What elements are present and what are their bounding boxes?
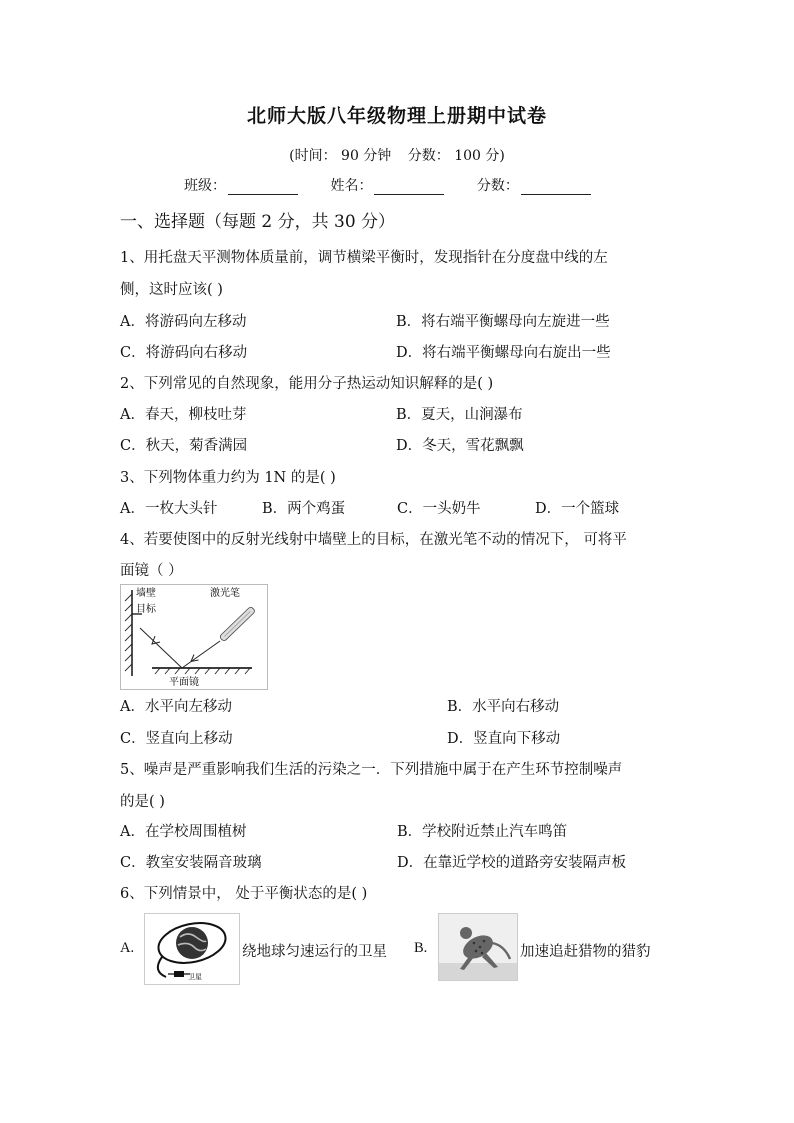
question-5-stem-line-1: 5、噪声是严重影响我们生活的污染之一．下列措施中属于在产生环节控制噪声 [120, 762, 623, 778]
mirror-label: 平面镜 [169, 677, 199, 688]
q6-option-b-letter[interactable]: B. [414, 940, 428, 956]
ground [439, 963, 517, 980]
q3-option-a[interactable]: A．一枚大头针 [120, 501, 218, 517]
question-6-stem: 6、下列情景中， 处于平衡状态的是( ) [120, 886, 368, 902]
satellite-label: 卫星 [188, 973, 202, 981]
q1-option-d[interactable]: D．将右端平衡螺母向右旋出一些 [396, 345, 611, 361]
class-blank[interactable] [228, 180, 298, 195]
q2-option-c[interactable]: C．秋天，菊香满园 [120, 438, 248, 454]
laser-pen-icon [219, 606, 256, 642]
q4-option-d[interactable]: D．竖直向下移动 [447, 731, 561, 747]
exam-title: 北师大版八年级物理上册期中试卷 [246, 105, 547, 127]
question-1-stem-line-1: 1、用托盘天平测物体质量前，调节横梁平衡时，发现指针在分度盘中线的左 [120, 250, 608, 266]
q3-option-c[interactable]: C．一头奶牛 [397, 501, 481, 517]
class-field[interactable]: 班级： [184, 175, 298, 195]
mirror-hatch [155, 668, 250, 674]
reflected-arrow [152, 636, 160, 644]
q4-option-b[interactable]: B．水平向右移动 [447, 699, 560, 715]
mirror-reflection-figure [120, 584, 268, 690]
name-blank[interactable] [374, 180, 444, 195]
question-1-stem-line-2: 侧，这时应该( ) [120, 282, 223, 298]
section-heading: 一、选择题（每题 2 分，共 30 分） [120, 212, 396, 232]
q2-option-a[interactable]: A．春天，柳枝吐芽 [120, 407, 247, 423]
incident-ray [182, 641, 220, 668]
laser-label: 激光笔 [210, 588, 240, 599]
exam-total-score: 分数： 100 分) [407, 148, 505, 164]
cheetah-image[interactable] [438, 913, 518, 981]
question-3-stem: 3、下列物体重力约为 1N 的是( ) [120, 470, 336, 486]
score-field[interactable]: 分数： [477, 175, 591, 195]
q5-option-a[interactable]: A．在学校周围植树 [120, 824, 247, 840]
q1-option-c[interactable]: C．将游码向右移动 [120, 345, 248, 361]
target-label: 目标 [136, 604, 156, 615]
q6-option-a-text[interactable]: 绕地球匀速运行的卫星 [242, 944, 387, 960]
q6-option-a-letter[interactable]: A. [120, 940, 135, 956]
score-blank[interactable] [521, 180, 591, 195]
name-field[interactable]: 姓名： [330, 175, 444, 195]
q5-option-d[interactable]: D．在靠近学校的道路旁安装隔声板 [397, 855, 627, 871]
q3-option-d[interactable]: D．一个篮球 [535, 501, 620, 517]
question-4-stem-line-2: 面镜（ ） [120, 563, 183, 579]
q1-option-a[interactable]: A．将游码向左移动 [120, 314, 247, 330]
satellite-orbit-image[interactable] [144, 913, 240, 985]
earth-icon [176, 927, 208, 959]
wall-label: 墙壁 [136, 588, 156, 599]
student-info-fields [184, 175, 619, 195]
question-4-stem-line-1: 4、若要使图中的反射光线射中墙壁上的目标，在激光笔不动的情况下， 可将平 [120, 532, 627, 548]
question-5-stem-line-2: 的是( ) [120, 794, 165, 810]
q6-option-b-text[interactable]: 加速追赶猎物的猎豹 [520, 944, 651, 960]
q3-option-b[interactable]: B．两个鸡蛋 [262, 501, 346, 517]
q4-option-c[interactable]: C．竖直向上移动 [120, 731, 233, 747]
q2-option-d[interactable]: D．冬天，雪花飘飘 [396, 438, 524, 454]
q2-option-b[interactable]: B．夏天，山涧瀑布 [396, 407, 523, 423]
exam-time: (时间： 90 分钟 [289, 148, 392, 164]
q4-option-a[interactable]: A．水平向左移动 [120, 699, 232, 715]
q5-option-b[interactable]: B．学校附近禁止汽车鸣笛 [397, 824, 568, 840]
exam-subtitle [0, 145, 794, 165]
wall-hatch [125, 594, 132, 671]
q1-option-b[interactable]: B．将右端平衡螺母向左旋进一些 [396, 314, 610, 330]
question-2-stem: 2、下列常见的自然现象，能用分子热运动知识解释的是( ) [120, 376, 494, 392]
reflected-ray [140, 628, 182, 668]
q5-option-c[interactable]: C．教室安装隔音玻璃 [120, 855, 262, 871]
